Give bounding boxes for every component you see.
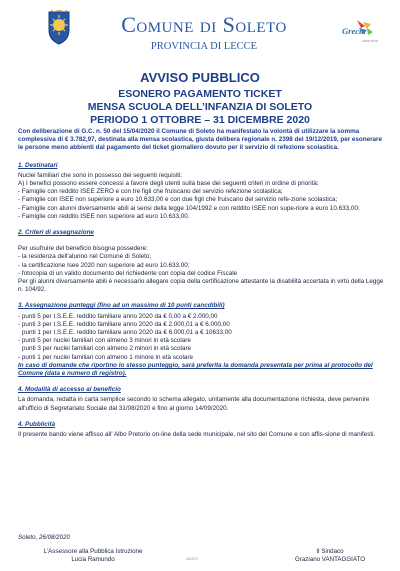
section-3-line: - punti 5 per nuclei familiari con almeno 3 minori in età scolare (18, 337, 191, 345)
section-3-line: - punti 3 per I.S.E.E. reddito familiare anno 2020 da € 2.000,01 a € 6.000,00 (18, 320, 230, 328)
section-3-line: punti 3 per nuclei familiari con almeno 2 minori in età scolare (22, 345, 192, 353)
section-2-line: - fotocopia di un valido documento del richiedente con copia del codice Fiscale (18, 269, 238, 277)
logo-right-subtext: salentina (362, 38, 379, 43)
section-3-line: punti 1 per I.S.E.E. reddito familiare anno 2020 da € 6.000,01 a € 10633,00 (22, 329, 232, 337)
mayor-role: Il Sindaco (316, 548, 344, 555)
mayor-name: Graziano VANTAGGIATO (294, 556, 366, 563)
section-2-line: Per usufruire del beneficio bisogna possedere: (18, 245, 148, 253)
coat-of-arms-icon (46, 10, 72, 46)
province-subtitle: PROVINCIA DI LECCE (150, 41, 258, 52)
printer-credit: AMATO (186, 557, 199, 561)
section-1-line: Nuclei familiari che sono in possesso dei seguenti requisiti: (18, 171, 183, 179)
section-2-line: - la certificazione Isee 2020 non superiore ad euro 10.633,00; (18, 261, 190, 269)
section-2-line: Per gli alunni diversamente abili è necessario allegare copia della certificazione attestante la disabilità accertata in virtù della Legge n. 104/92. (18, 278, 384, 294)
section-1-title: 1. Destinatari (18, 161, 58, 169)
notice-line-1: ESONERO PAGAMENTO TICKET (118, 88, 282, 100)
section-3-note: In caso di domande che riportino lo stesso punteggio, sarà preferita la domanda presentata per prima al protocollo del Comune (data e numero di registro). (18, 361, 373, 378)
document-date: Soleto, 26/08/2020 (18, 534, 70, 541)
notice-line-3: PERIODO 1 OTTOBRE – 31 DICEMBRE 2020 (90, 114, 310, 126)
assessore-name: Lucia Ramundo (71, 556, 115, 563)
notice-heading: AVVISO PUBBLICO (140, 70, 260, 85)
section-1-line: - Famiglie con alunni diversamente abili ai sensi della legge 104/1992 e con reddito ISEE non supe-riore a euro 10.633,00; (18, 204, 360, 212)
notice-heading-block (0, 70, 400, 127)
section-3-line: - punti 1 per nuclei familiari con almeno 1 minore in età scolare (18, 353, 194, 361)
section-1-line: - Famiglie con reddito ISEE ZERO e con tre figli che fruiscano del servizio refezione scolastica; (18, 188, 283, 196)
assessore-role: L'Assessore alla Pubblica Istruzione (43, 548, 143, 555)
section-3-line: - punti 5 per I.S.E.E. reddito familiare anno 2020 da € 0,00 a € 2.000,00 (18, 312, 218, 320)
section-1-line: A) I benefici possono essere concessi a favore degli utenti sulla base dei seguenti criteri in ordine di priorità: (18, 180, 319, 188)
section-5-title: 4. Pubblicità (18, 420, 56, 428)
assessore-signature (18, 548, 168, 564)
section-5-text: Il presente bando viene affisso all' Albo Pretorio on-line della sede municipale, nel sito del Comune e con affis-sione di manifesti. (18, 431, 376, 439)
section-2-line: - la residenza dell'alunno nel Comune di Soleto; (18, 253, 152, 261)
section-1-line: - Famiglie con reddito ISEE non superiore ad euro 10.633,00. (18, 212, 190, 220)
page-title: Comune di Soleto (121, 12, 287, 37)
intro-paragraph: Con deliberazione di G.C. n. 50 del 15/04/2020 il Comune di Soleto ha manifestato la volontà di utilizzare la somma complessiva di € 3.782,97, destinata alla mensa scolastica, giusta delibera regionale n. 2398 del 19/12/2019, per esonerare le persone meno abbienti dal pagamento del ticket giornaliero dovuto per il servizio di refezione scolastica. (18, 128, 383, 152)
mayor-signature (280, 548, 380, 564)
notice-line-2: MENSA SCUOLA DELL’INFANZIA DI SOLETO (87, 101, 313, 113)
section-2-title: 2. Criteri di assegnazione (18, 229, 94, 237)
notice-body (18, 128, 384, 439)
section-3-title: 3. Assegnazione punteggi (fino ad un massimo di 10 punti cancdibili) (18, 302, 225, 310)
page-header (0, 0, 400, 60)
section-4-text: La domanda, redatta in carta semplice secondo lo schema allegato, unitamente alla documentazione richiesta, deve pervenire all'ufficio di Segretariato Sociale dal 31/08/2020 e fino al giorno 14/09/2020. (18, 396, 370, 412)
logo-right-text: Grecìa (342, 26, 366, 36)
section-4-title: 4. Modalità di accesso al beneficio (18, 386, 121, 394)
section-1-line: - Famiglie con ISEE non superiore a euro 10.633,00 e con due figli che fruiscano del servizio refe-zione scolastica; (18, 196, 338, 204)
